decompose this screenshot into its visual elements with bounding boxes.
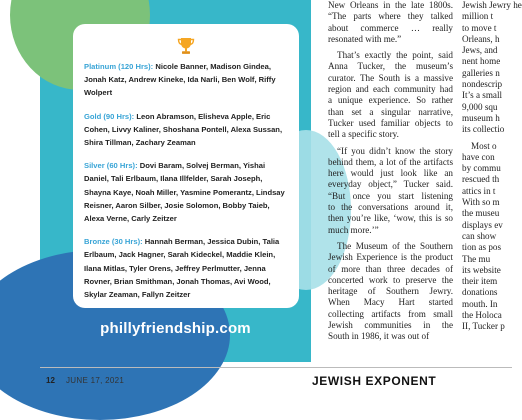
tier-label: Gold (90 Hrs): [84, 111, 135, 121]
article-text-line: Anna Tucker, the museum’s [328, 61, 453, 72]
publication-masthead: JEWISH EXPONENT [312, 374, 437, 388]
article-text-line: here would just look like an [328, 168, 453, 179]
trophy-icon [176, 36, 196, 56]
tier-label: Bronze (30 Hrs): [84, 237, 143, 247]
article-text-line: to move t [462, 22, 497, 33]
article-text-line: have con [462, 151, 495, 162]
article-text-line: tell a specific story. [328, 129, 399, 140]
article-text-line: That’s exactly the point, said [337, 50, 453, 61]
tier-members: Leon Abramson, Elisheva Apple, Eric Cohen, Livvy Kaliner, Shoshana Pontell, Alexa Sussan, Shira Tillman, Zachary Zeaman [84, 111, 283, 148]
article-text-line: New Orleans in the late 1800s. [328, 0, 453, 10]
article-text-line: by commu [462, 163, 501, 174]
article-text-line: Jewish Jewry he [462, 0, 522, 10]
article-column-right [462, 0, 522, 333]
article-text-line: The Museum of the Southern [337, 240, 453, 251]
article-column-middle [328, 0, 453, 343]
article-text-line: curator. The South is a massive [328, 72, 453, 83]
article-text-line: Jews, and [462, 45, 498, 56]
tier-label: Platinum (120 Hrs): [84, 62, 154, 71]
ad-website-link[interactable]: phillyfriendship.com [100, 320, 251, 337]
honor-roll-card [73, 24, 299, 308]
article-text-line: rescued th [462, 174, 500, 185]
tier-members: Dovi Baram, Solvej Berman, Yishai Daniel, Tali Erlbaum, Ilana Illfelder, Sarah Joseph, Shayna Kaye, Noah Miller, Yasmine Pomerantz, Lindsay Reisner, Aaron Silber, Josie Solomon, Bobby Taieb, Alexa Verne, Carly Zeitzer [84, 161, 285, 224]
article-text-line: than set a singular narrative, [328, 106, 453, 117]
article-text-line: displays ev [462, 219, 503, 230]
article-text-line: tion as pos [462, 242, 502, 253]
article-text-line: The mu [462, 253, 491, 264]
tier-silver [84, 159, 290, 225]
article-text-line: Orleans, h [462, 33, 500, 44]
tier-members: Nicole Banner, Madison Gindea, Jonah Katz, Andrew Kineke, Ida Narli, Ben Wolf, Riffy Wolpert [84, 62, 276, 98]
article-text-line: region and each community had [328, 84, 453, 95]
article-text-line: It’s a small [462, 90, 503, 101]
article-text-line: “The parts where they talked [328, 11, 453, 22]
article-text-line: Jewish Experience is the product [328, 252, 453, 263]
article-text-line: Most o [471, 140, 497, 151]
article-text-line: Tucker used familiar objects to [328, 117, 453, 128]
article-text-line: nent home [462, 56, 501, 67]
tier-gold [84, 110, 290, 150]
article-text-line: museum h [462, 112, 500, 123]
article-text-line: everyday object,” Tucker said. [328, 179, 453, 190]
article-text-line: 9,000 squ [462, 101, 498, 112]
article-text-line: then you’re like, ‘wow, this is so [328, 213, 453, 224]
issue-date: JUNE 17, 2021 [66, 376, 125, 385]
article-text-line: its collectio [462, 124, 505, 135]
article-text-line: million t [462, 11, 494, 22]
advertisement-panel [40, 0, 311, 362]
tier-platinum [84, 60, 290, 100]
article-text-line: behind them, a lot of the artifacts [328, 156, 453, 167]
article-text-line: nondescrip [462, 79, 503, 90]
article-text-line: “If you didn’t know the story [337, 145, 453, 156]
page-footer [40, 376, 512, 390]
article-text-line: its website [462, 264, 501, 275]
article-text-line: II, Tucker p [462, 321, 505, 332]
footer-divider [40, 367, 512, 368]
article-text-line: South in 1986, it was out of [328, 331, 430, 342]
tier-label: Silver (60 Hrs): [84, 161, 138, 171]
page-number: 12 [46, 376, 55, 385]
article-text-line: can show [462, 230, 497, 241]
article-text-line: to the conversations around it, [328, 202, 453, 213]
article-text-line: attics in t [462, 185, 496, 196]
article-text-line: a unique experience. So rather [328, 95, 453, 106]
article-text-line: donations [462, 287, 498, 298]
article-text-line: Jewish communities in the [328, 320, 453, 331]
article-text-line: galleries n [462, 67, 500, 78]
article-text-line: the museu [462, 208, 500, 219]
article-text-line: heritage of Southern Jewry. [328, 286, 453, 297]
article-text-line: their item [462, 276, 498, 287]
article-text-line: concerted work to preserve the [328, 274, 453, 285]
article-text-line: much more.’” [328, 224, 379, 235]
article-text-line: With so m [462, 197, 500, 208]
article-text-line: “But once you start listening [328, 190, 453, 201]
article-text-line: When Macy Hart started [328, 297, 453, 308]
article-text-line: the Holoca [462, 310, 502, 321]
tier-members: Hannah Berman, Jessica Dubin, Talia Erlbaum, Jack Hagner, Sarah Kideckel, Maddie Klein, Ilana Mitlas, Tyler Orens, Jeffrey Perlmutter, Jenna Rovner, Brian Smithman, Jonah Thomas, Avi Wood, Skylar Zeaman, Fallyn Zeitzer [84, 237, 280, 300]
article-text-line: resonated with me.” [328, 33, 402, 44]
article-text-line: about commerce … really [328, 22, 453, 33]
article-text-line: mouth. In [462, 298, 498, 309]
tier-bronze [84, 235, 290, 301]
article-text-line: of more than three decades of [328, 263, 453, 274]
article-text-line: collecting artifacts from small [328, 308, 453, 319]
